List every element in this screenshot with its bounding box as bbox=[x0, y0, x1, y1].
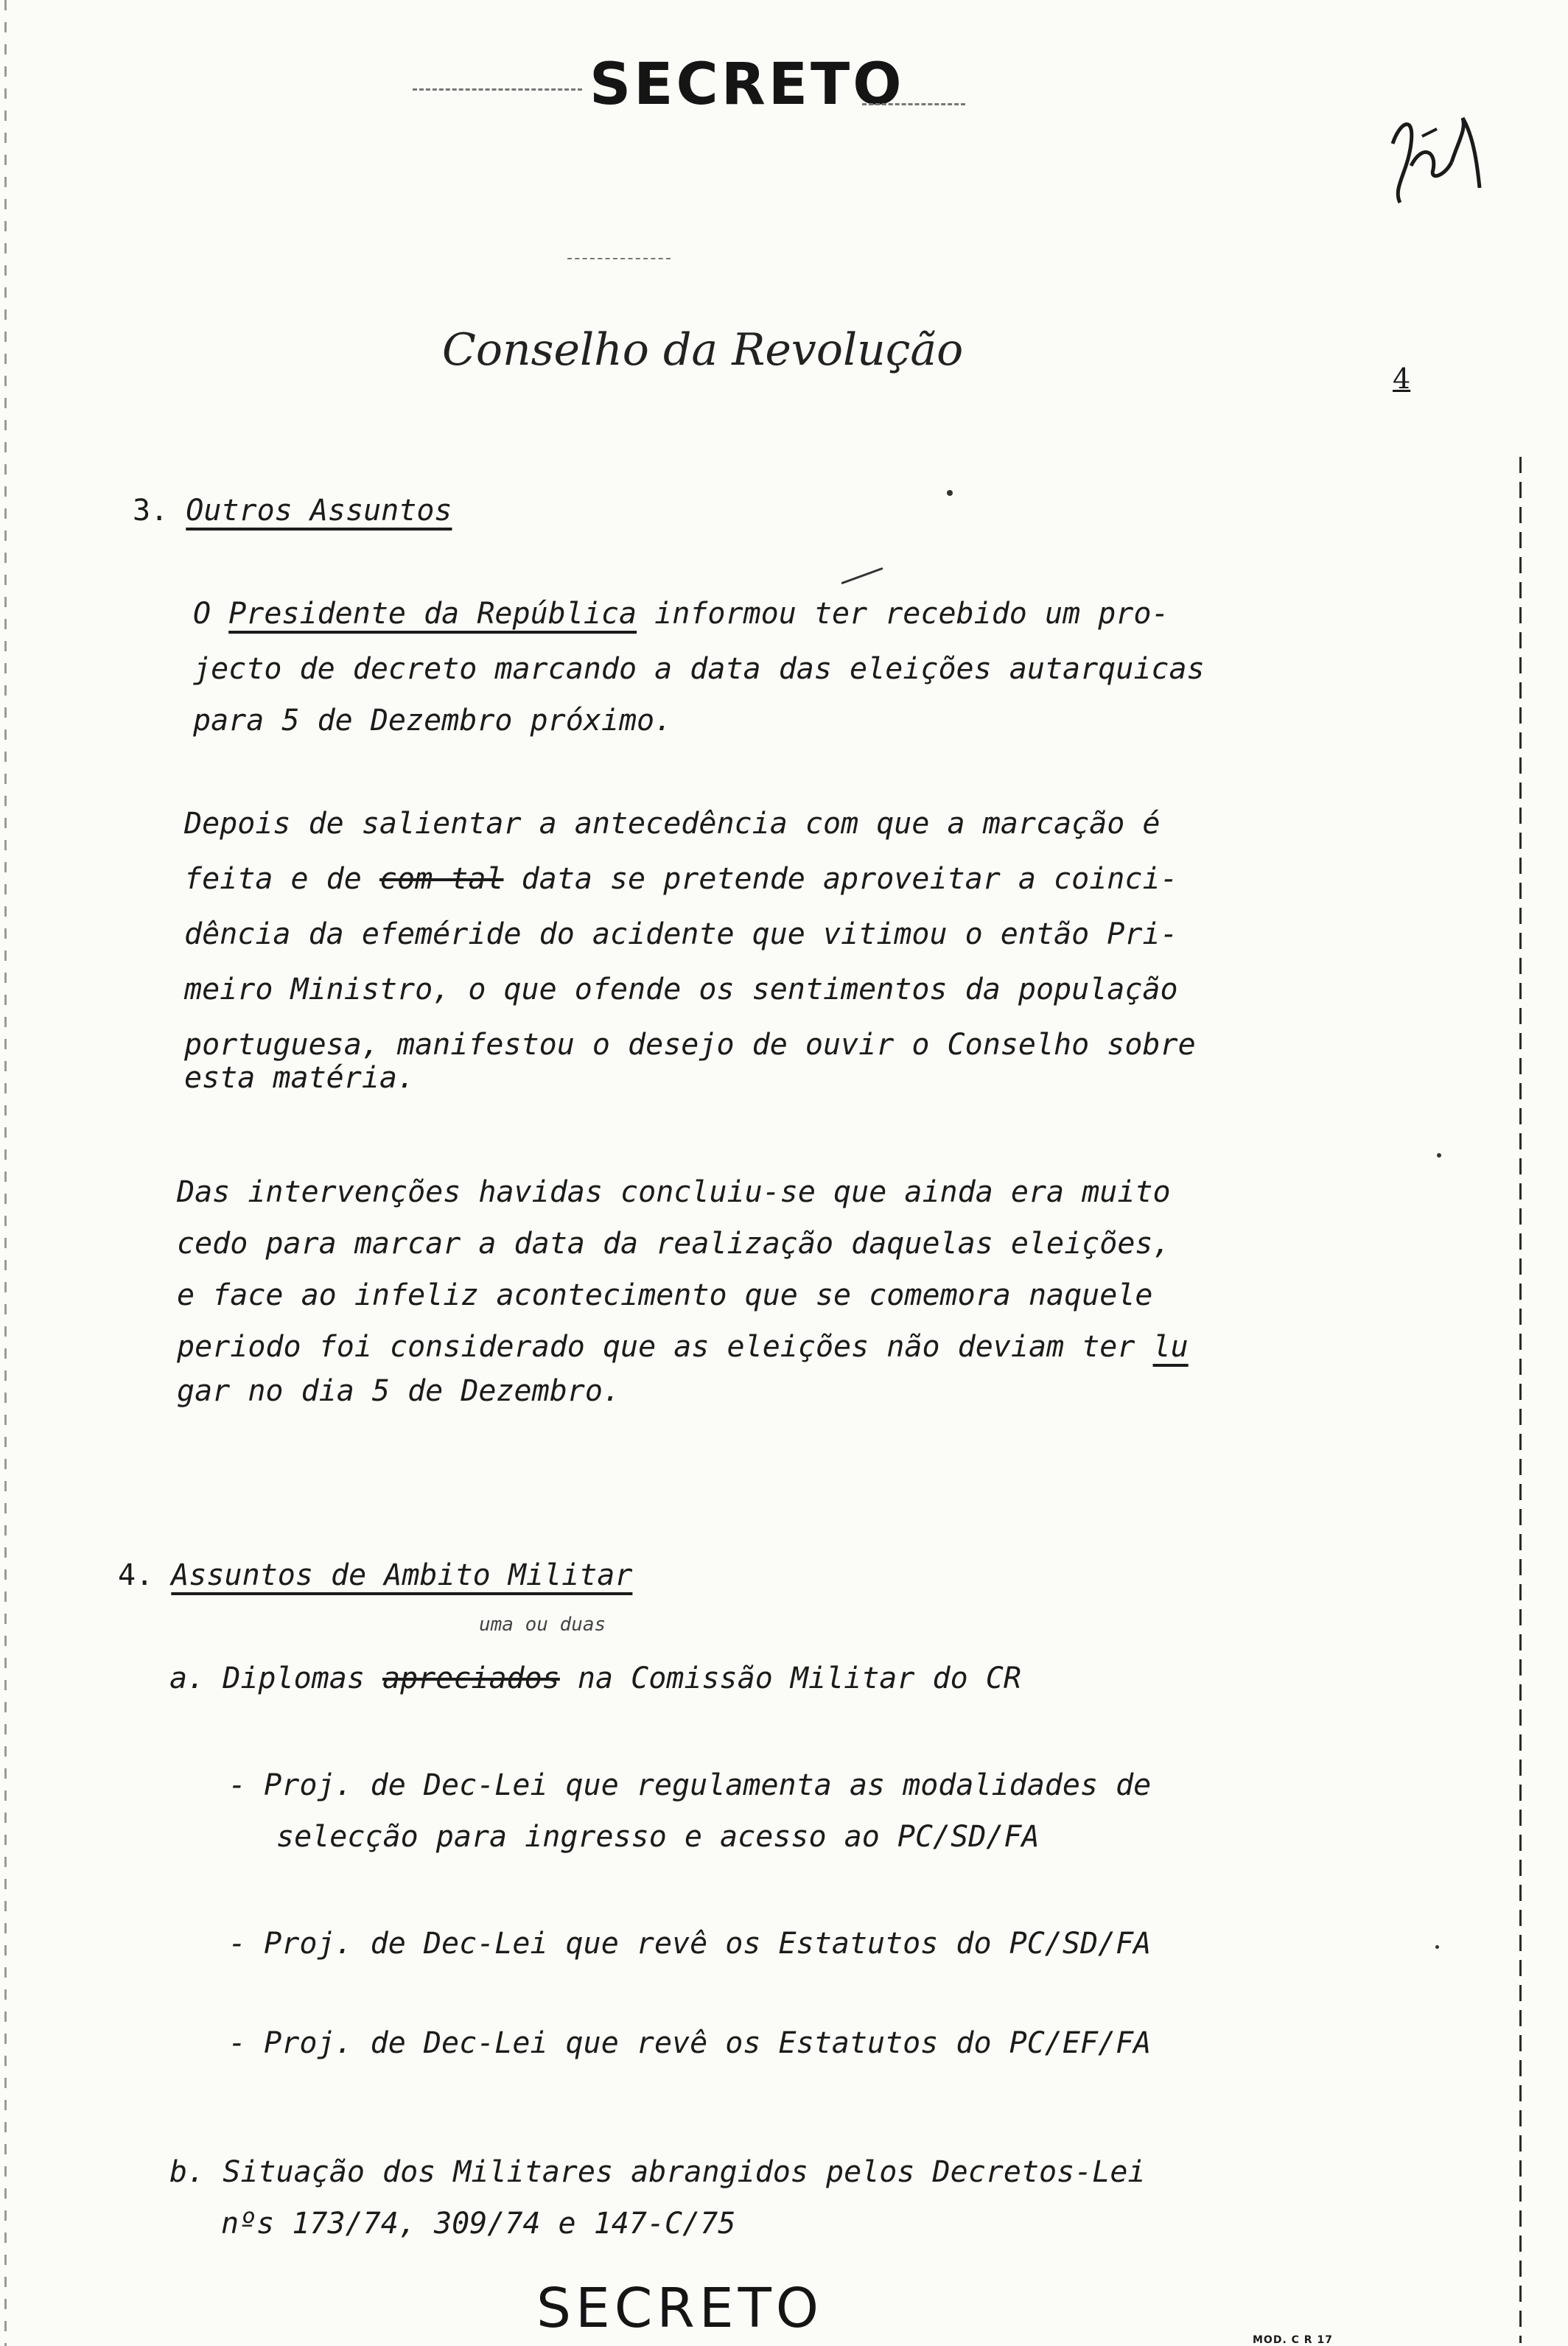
s3-p3-line-2: cedo para marcar a data da realização daquelas eleições, bbox=[177, 1227, 1171, 1261]
s4-a-label: a. Diplomas bbox=[169, 1662, 382, 1695]
section-3-number: 3. bbox=[133, 494, 169, 528]
classification-stamp-top: SECRETO bbox=[589, 52, 905, 118]
s3-p3-line-3: e face ao infeliz acontecimento que se comemora naquele bbox=[177, 1278, 1153, 1312]
scan-edge-left bbox=[4, 0, 7, 2346]
struck-phrase: com tal bbox=[379, 862, 504, 896]
ink-speck bbox=[947, 490, 953, 496]
s4-a-item-1-line-1: - Proj. de Dec-Lei que regulamenta as modalidades de bbox=[228, 1768, 1152, 1802]
s3-p3-line-4 bbox=[177, 1330, 1189, 1364]
president-underlined: Presidente da República bbox=[228, 597, 637, 631]
stamp-smudge-right bbox=[862, 103, 965, 105]
s3-p3-line-5: gar no dia 5 de Dezembro. bbox=[177, 1374, 621, 1408]
s4-a-rest: na Comissão Militar do CR bbox=[559, 1662, 1021, 1695]
stamp-smudge-middle bbox=[567, 258, 671, 259]
letterhead-title: Conselho da Revolução bbox=[442, 324, 964, 376]
s3-p2-line-4: meiro Ministro, o que ofende os sentimentos da população bbox=[184, 973, 1178, 1006]
s4-a-item-3: - Proj. de Dec-Lei que revê os Estatutos do PC/EF/FA bbox=[228, 2026, 1152, 2060]
s3-p2-line-2 bbox=[184, 862, 1178, 896]
s4-b-line-2: nºs 173/74, 309/74 e 147-C/75 bbox=[221, 2207, 736, 2241]
s3-p2-line-6: esta matéria. bbox=[184, 1061, 416, 1095]
s4-a-item-1-line-2: selecção para ingresso e acesso ao PC/SD/FA bbox=[276, 1820, 1040, 1854]
s3-p1-line-1 bbox=[193, 597, 1169, 631]
s3-p2-line-5: portuguesa, manifestou o desejo de ouvir o Conselho sobre bbox=[184, 1028, 1196, 1062]
s3-p3-l4-underlined: lu bbox=[1152, 1330, 1189, 1364]
section-4-number: 4. bbox=[118, 1558, 154, 1592]
stamp-smudge-left bbox=[413, 88, 582, 91]
form-code: MOD. C R 17 bbox=[1253, 2334, 1333, 2346]
s4-a-item-2: - Proj. de Dec-Lei que revê os Estatutos do PC/SD/FA bbox=[228, 1927, 1152, 1961]
s4-a-struck: apreciados bbox=[382, 1662, 560, 1695]
scan-edge-right bbox=[1519, 457, 1522, 2343]
classification-stamp-bottom: SECRETO bbox=[536, 2277, 824, 2340]
ink-mark bbox=[841, 567, 883, 584]
s3-p2-l2-c: data se pretende aproveitar a coinci- bbox=[503, 862, 1178, 896]
s3-p1-line-3: para 5 de Dezembro próximo. bbox=[193, 704, 673, 738]
section-4-title: Assuntos de Ambito Militar bbox=[171, 1558, 633, 1592]
s3-p1-line-2: jecto de decreto marcando a data das eleições autarquicas bbox=[193, 652, 1205, 686]
s3-p1-l1-a: O bbox=[193, 597, 229, 631]
s3-p2-l2-a: feita e de bbox=[184, 862, 379, 896]
handwritten-signature bbox=[1378, 99, 1488, 210]
page-number: 4 bbox=[1393, 363, 1411, 395]
s4-a-line bbox=[169, 1662, 1021, 1695]
ink-speck bbox=[1435, 1945, 1439, 1949]
section-3-heading bbox=[133, 494, 452, 528]
s3-p2-line-1: Depois de salientar a antecedência com que a marcação é bbox=[184, 807, 1161, 841]
s3-p1-l1-c: informou ter recebido um pro- bbox=[637, 597, 1169, 631]
s4-b-line-1: b. Situação dos Militares abrangidos pelos Decretos-Lei bbox=[169, 2155, 1146, 2189]
s3-p3-l4-a: periodo foi considerado que as eleições não deviam ter bbox=[177, 1330, 1153, 1364]
handwritten-annotation: uma ou duas bbox=[479, 1614, 606, 1636]
s3-p3-line-1: Das intervenções havidas concluiu-se que ainda era muito bbox=[177, 1175, 1171, 1209]
s3-p2-line-3: dência da efeméride do acidente que vitimou o então Pri- bbox=[184, 917, 1178, 951]
section-3-title: Outros Assuntos bbox=[186, 494, 452, 528]
ink-speck bbox=[1437, 1153, 1441, 1158]
section-4-heading bbox=[118, 1558, 632, 1592]
